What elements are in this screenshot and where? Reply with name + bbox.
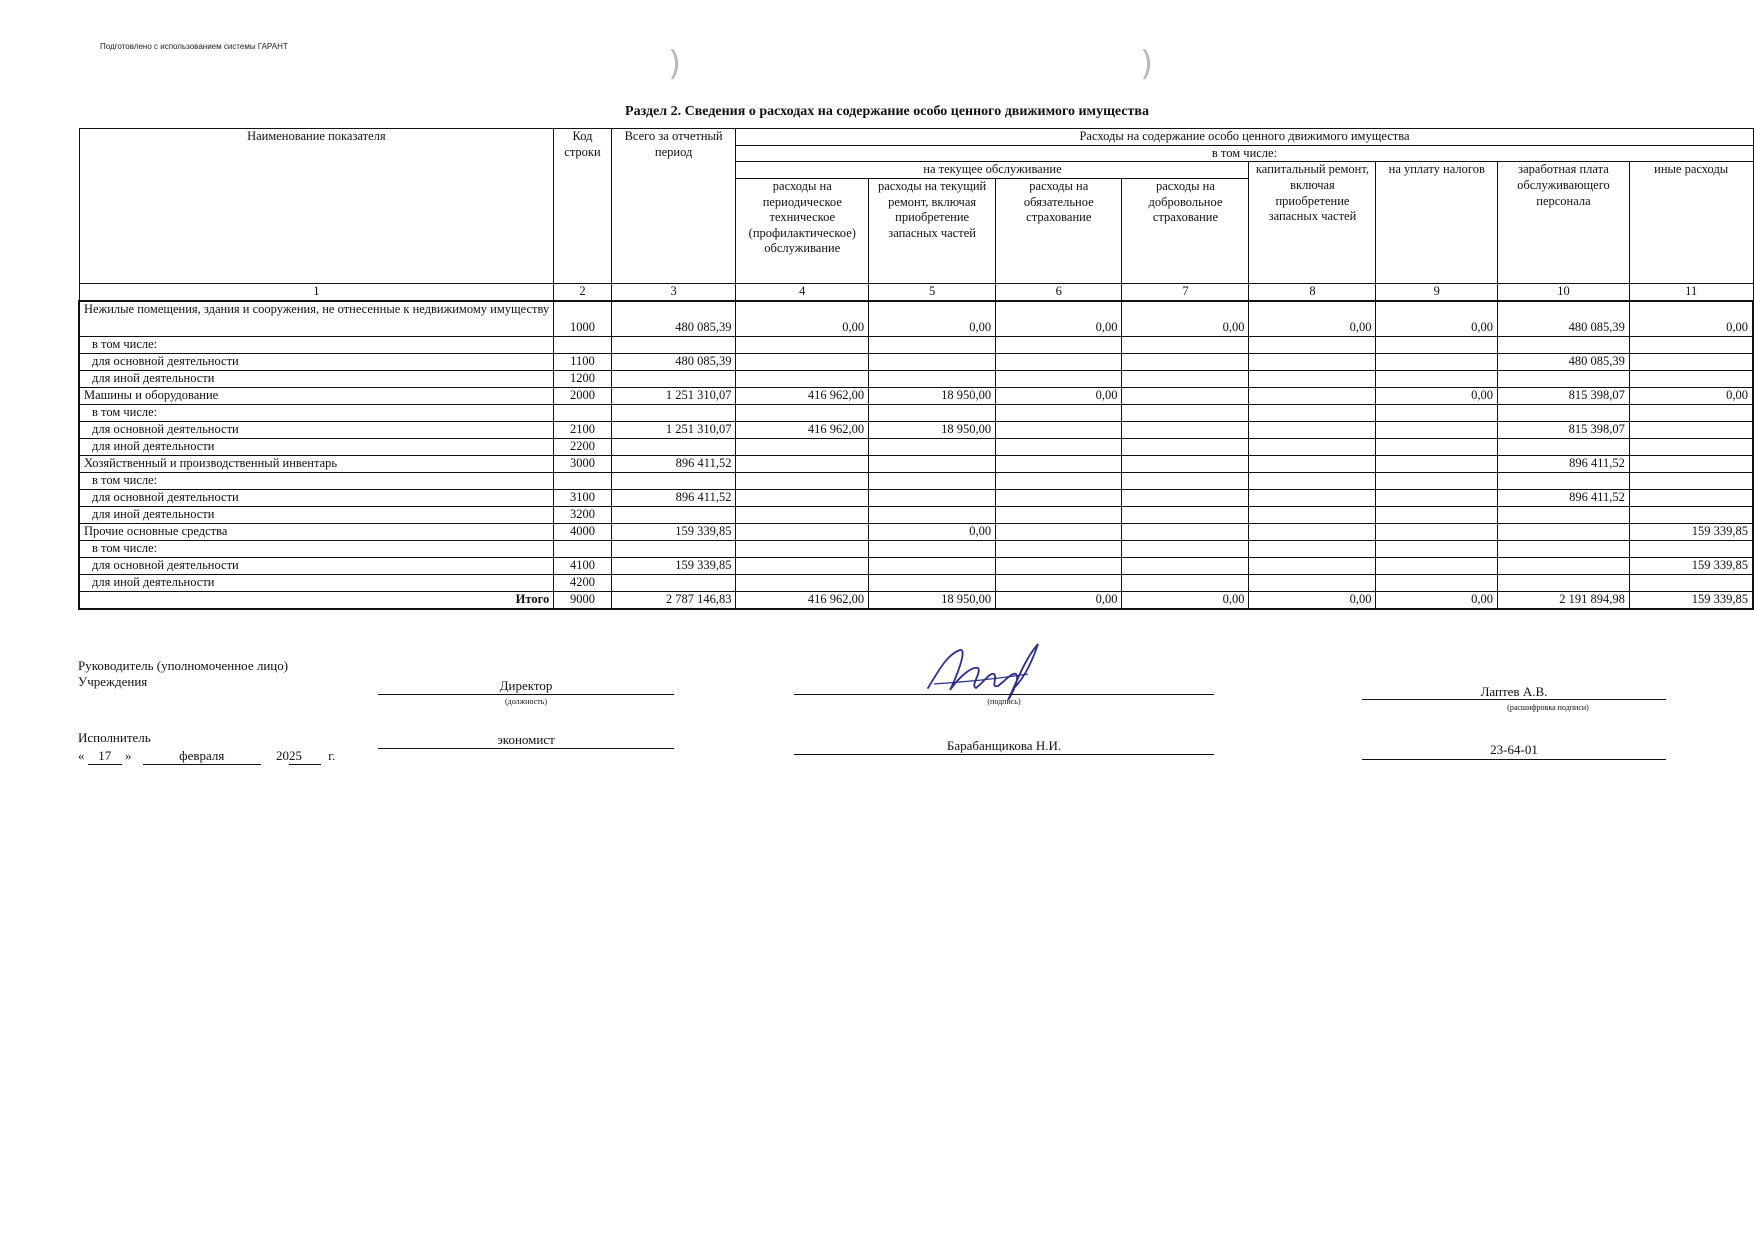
cell-c10 [1498, 336, 1630, 353]
table-row [79, 353, 1753, 370]
cell-c7 [1122, 421, 1249, 438]
cell-c4 [736, 404, 869, 421]
cell-c9 [1376, 353, 1498, 370]
row-code [554, 336, 612, 353]
date-suffix: г. [328, 748, 336, 763]
cell-c3: 1 251 310,07 [611, 421, 736, 438]
total-c7: 0,00 [1122, 591, 1249, 609]
cell-c9 [1376, 438, 1498, 455]
row-code [554, 404, 612, 421]
cell-c7 [1122, 353, 1249, 370]
cell-c3 [611, 506, 736, 523]
cell-c10 [1498, 557, 1630, 574]
table-row [79, 421, 1753, 438]
cell-c10 [1498, 574, 1630, 591]
cell-c5 [869, 404, 996, 421]
cell-c5 [869, 574, 996, 591]
cell-c11 [1629, 472, 1753, 489]
cell-c11: 159 339,85 [1629, 523, 1753, 540]
total-c11: 159 339,85 [1629, 591, 1753, 609]
report-date [78, 748, 335, 765]
cell-c10 [1498, 472, 1630, 489]
cell-c11: 0,00 [1629, 301, 1753, 337]
expenses-table [78, 128, 1754, 610]
cell-c6: 0,00 [996, 301, 1122, 337]
cell-c4 [736, 540, 869, 557]
row-label: в том числе: [79, 404, 554, 421]
executor-position: экономист [497, 732, 555, 747]
row-code [554, 540, 612, 557]
date-year-prefix: 20 [276, 748, 289, 763]
cell-c7 [1122, 455, 1249, 472]
total-c4: 416 962,00 [736, 591, 869, 609]
header-c9: на уплату налогов [1376, 162, 1498, 284]
cell-c3: 896 411,52 [611, 455, 736, 472]
row-code: 4100 [554, 557, 612, 574]
signature-line [794, 694, 1214, 695]
cell-c6 [996, 540, 1122, 557]
cell-c5 [869, 455, 996, 472]
cell-c9 [1376, 574, 1498, 591]
row-label: Хозяйственный и производственный инвентарь [79, 455, 554, 472]
cell-c5 [869, 540, 996, 557]
cell-c8 [1249, 455, 1376, 472]
row-label: Нежилые помещения, здания и сооружения, не отнесенные к недвижимому имуществу [79, 301, 554, 337]
cell-c7 [1122, 523, 1249, 540]
cell-c8 [1249, 472, 1376, 489]
cell-c7 [1122, 557, 1249, 574]
date-month: февраля [143, 748, 261, 765]
row-label: для иной деятельности [79, 506, 554, 523]
cell-c3 [611, 370, 736, 387]
cell-c6 [996, 336, 1122, 353]
executor-name-line [794, 754, 1214, 755]
name-caption: (расшифровка подписи) [1507, 703, 1589, 712]
cell-c6: 0,00 [996, 387, 1122, 404]
cell-c6 [996, 506, 1122, 523]
cell-c9 [1376, 421, 1498, 438]
total-c8: 0,00 [1249, 591, 1376, 609]
cell-c9: 0,00 [1376, 301, 1498, 337]
cell-c11 [1629, 489, 1753, 506]
header-code: Код строки [554, 129, 612, 284]
header-name: Наименование показателя [79, 129, 554, 284]
cell-c4 [736, 438, 869, 455]
table-row [79, 301, 1753, 337]
cell-c8 [1249, 540, 1376, 557]
cell-c4 [736, 370, 869, 387]
cell-c5: 18 950,00 [869, 387, 996, 404]
row-code: 2100 [554, 421, 612, 438]
table-body [79, 301, 1753, 609]
cell-c7: 0,00 [1122, 301, 1249, 337]
cell-c11 [1629, 404, 1753, 421]
row-code: 2000 [554, 387, 612, 404]
row-label: для основной деятельности [79, 353, 554, 370]
row-code: 3100 [554, 489, 612, 506]
column-number: 5 [869, 283, 996, 300]
row-code: 3200 [554, 506, 612, 523]
cell-c6 [996, 404, 1122, 421]
cell-c9 [1376, 336, 1498, 353]
cell-c9 [1376, 489, 1498, 506]
cell-c7 [1122, 370, 1249, 387]
total-c9: 0,00 [1376, 591, 1498, 609]
prepared-note: Подготовлено с использованием системы ГАРАНТ [100, 42, 288, 51]
cell-c9 [1376, 455, 1498, 472]
cell-c5 [869, 336, 996, 353]
cell-c3: 480 085,39 [611, 353, 736, 370]
table-row [79, 370, 1753, 387]
row-label: для основной деятельности [79, 421, 554, 438]
cell-c10 [1498, 404, 1630, 421]
total-row [79, 591, 1753, 609]
cell-c7 [1122, 506, 1249, 523]
position-caption: (должность) [505, 697, 547, 706]
cell-c4: 416 962,00 [736, 387, 869, 404]
cell-c4: 416 962,00 [736, 421, 869, 438]
table-row [79, 506, 1753, 523]
cell-c8 [1249, 574, 1376, 591]
cell-c9 [1376, 472, 1498, 489]
binder-mark-decoration: ) [668, 44, 682, 84]
cell-c7 [1122, 540, 1249, 557]
cell-c6 [996, 472, 1122, 489]
cell-c6 [996, 557, 1122, 574]
row-code: 3000 [554, 455, 612, 472]
row-label: для основной деятельности [79, 489, 554, 506]
cell-c8 [1249, 489, 1376, 506]
header-c4: расходы на периодическое техническое (профилактическое) обслуживание [736, 178, 869, 283]
cell-c3: 159 339,85 [611, 523, 736, 540]
column-number: 6 [996, 283, 1122, 300]
cell-c5: 0,00 [869, 301, 996, 337]
cell-c9 [1376, 506, 1498, 523]
cell-c10: 480 085,39 [1498, 301, 1630, 337]
cell-c6 [996, 438, 1122, 455]
cell-c4: 0,00 [736, 301, 869, 337]
row-code: 4000 [554, 523, 612, 540]
header-including: в том числе: [736, 145, 1753, 162]
column-number: 11 [1629, 283, 1753, 300]
name-line [1362, 699, 1666, 700]
table-row [79, 523, 1753, 540]
cell-c8 [1249, 404, 1376, 421]
header-total: Всего за отчетный период [611, 129, 736, 284]
row-label: для иной деятельности [79, 370, 554, 387]
row-label: в том числе: [79, 336, 554, 353]
column-number: 4 [736, 283, 869, 300]
row-label: для иной деятельности [79, 574, 554, 591]
cell-c11: 0,00 [1629, 387, 1753, 404]
cell-c5 [869, 353, 996, 370]
cell-c11 [1629, 455, 1753, 472]
date-year: 25 [289, 748, 321, 765]
cell-c4 [736, 336, 869, 353]
cell-c11 [1629, 438, 1753, 455]
cell-c11 [1629, 506, 1753, 523]
cell-c7 [1122, 387, 1249, 404]
cell-c7 [1122, 336, 1249, 353]
cell-c8 [1249, 421, 1376, 438]
cell-c8 [1249, 523, 1376, 540]
cell-c6 [996, 574, 1122, 591]
table-row [79, 472, 1753, 489]
header-expenses: Расходы на содержание особо ценного движимого имущества [736, 129, 1753, 146]
cell-c11 [1629, 574, 1753, 591]
total-label: Итого [79, 591, 554, 609]
row-label: Прочие основные средства [79, 523, 554, 540]
cell-c7 [1122, 404, 1249, 421]
cell-c5: 0,00 [869, 523, 996, 540]
row-label: Машины и оборудование [79, 387, 554, 404]
total-c5: 18 950,00 [869, 591, 996, 609]
cell-c3 [611, 574, 736, 591]
cell-c4 [736, 557, 869, 574]
executor-phone-line [1362, 759, 1666, 760]
cell-c11 [1629, 336, 1753, 353]
cell-c9 [1376, 404, 1498, 421]
cell-c9 [1376, 540, 1498, 557]
cell-c9 [1376, 557, 1498, 574]
cell-c10: 815 398,07 [1498, 421, 1630, 438]
cell-c3 [611, 336, 736, 353]
column-number: 10 [1498, 283, 1630, 300]
cell-c11 [1629, 353, 1753, 370]
cell-c10: 480 085,39 [1498, 353, 1630, 370]
header-c7: расходы на добровольное страхование [1122, 178, 1249, 283]
header-c8: капитальный ремонт, включая приобретение запасных частей [1249, 162, 1376, 284]
cell-c5 [869, 489, 996, 506]
table-row [79, 336, 1753, 353]
cell-c5 [869, 557, 996, 574]
cell-c11: 159 339,85 [1629, 557, 1753, 574]
cell-c8 [1249, 353, 1376, 370]
cell-c4 [736, 455, 869, 472]
head-label-2: Учреждения [78, 674, 148, 689]
total-c3: 2 787 146,83 [611, 591, 736, 609]
total-code: 9000 [554, 591, 612, 609]
date-open-quote: « [78, 748, 85, 763]
row-code: 2200 [554, 438, 612, 455]
executor-phone: 23-64-01 [1490, 742, 1538, 757]
cell-c4 [736, 523, 869, 540]
cell-c3 [611, 540, 736, 557]
cell-c5 [869, 472, 996, 489]
table-row [79, 489, 1753, 506]
row-label: для основной деятельности [79, 557, 554, 574]
cell-c11 [1629, 421, 1753, 438]
header-current: на текущее обслуживание [736, 162, 1249, 179]
executor-label: Исполнитель [78, 730, 151, 745]
cell-c6 [996, 421, 1122, 438]
table-row [79, 404, 1753, 421]
cell-c4 [736, 506, 869, 523]
row-label: в том числе: [79, 472, 554, 489]
total-c6: 0,00 [996, 591, 1122, 609]
cell-c10 [1498, 438, 1630, 455]
position-line [378, 694, 674, 695]
column-number-row [79, 283, 1753, 300]
cell-c4 [736, 353, 869, 370]
table-row [79, 574, 1753, 591]
cell-c5 [869, 506, 996, 523]
cell-c10 [1498, 506, 1630, 523]
cell-c10: 815 398,07 [1498, 387, 1630, 404]
cell-c3: 159 339,85 [611, 557, 736, 574]
header-c11: иные расходы [1629, 162, 1753, 284]
row-code: 1100 [554, 353, 612, 370]
cell-c3 [611, 404, 736, 421]
cell-c8: 0,00 [1249, 301, 1376, 337]
table-row [79, 387, 1753, 404]
column-number: 9 [1376, 283, 1498, 300]
row-label: в том числе: [79, 540, 554, 557]
cell-c6 [996, 370, 1122, 387]
cell-c4 [736, 489, 869, 506]
cell-c6 [996, 353, 1122, 370]
table-row [79, 455, 1753, 472]
column-number: 3 [611, 283, 736, 300]
cell-c6 [996, 489, 1122, 506]
head-label-1: Руководитель (уполномоченное лицо) [78, 658, 289, 673]
cell-c6 [996, 455, 1122, 472]
cell-c9 [1376, 370, 1498, 387]
cell-c3 [611, 472, 736, 489]
cell-c3: 896 411,52 [611, 489, 736, 506]
executor-name: Барабанщикова Н.И. [946, 738, 1062, 753]
cell-c8 [1249, 387, 1376, 404]
cell-c5: 18 950,00 [869, 421, 996, 438]
row-code: 4200 [554, 574, 612, 591]
row-code: 1000 [554, 301, 612, 337]
table-row [79, 438, 1753, 455]
head-position: Директор [499, 678, 553, 693]
executor-position-line [378, 748, 674, 749]
binder-mark-decoration: ) [1140, 44, 1154, 84]
table-row [79, 540, 1753, 557]
column-number: 7 [1122, 283, 1249, 300]
cell-c5 [869, 370, 996, 387]
cell-c7 [1122, 489, 1249, 506]
row-label: для иной деятельности [79, 438, 554, 455]
cell-c9: 0,00 [1376, 387, 1498, 404]
column-number: 2 [554, 283, 612, 300]
row-code [554, 472, 612, 489]
cell-c11 [1629, 540, 1753, 557]
total-c10: 2 191 894,98 [1498, 591, 1630, 609]
cell-c8 [1249, 438, 1376, 455]
header-c6: расходы на обязательное страхование [996, 178, 1122, 283]
date-day: 17 [88, 748, 122, 765]
cell-c8 [1249, 370, 1376, 387]
row-code: 1200 [554, 370, 612, 387]
header-c10: заработная плата обслуживающего персонала [1498, 162, 1630, 284]
cell-c10: 896 411,52 [1498, 455, 1630, 472]
cell-c10 [1498, 523, 1630, 540]
section-title: Раздел 2. Сведения о расходах на содержание особо ценного движимого имущества [625, 104, 1149, 119]
header-c5: расходы на текущий ремонт, включая приобретение запасных частей [869, 178, 996, 283]
signature-caption: (подпись) [987, 697, 1021, 706]
cell-c10: 896 411,52 [1498, 489, 1630, 506]
cell-c11 [1629, 370, 1753, 387]
cell-c7 [1122, 472, 1249, 489]
cell-c5 [869, 438, 996, 455]
cell-c9 [1376, 523, 1498, 540]
cell-c7 [1122, 438, 1249, 455]
cell-c3: 1 251 310,07 [611, 387, 736, 404]
cell-c8 [1249, 336, 1376, 353]
cell-c8 [1249, 506, 1376, 523]
column-number: 1 [79, 283, 554, 300]
cell-c4 [736, 472, 869, 489]
cell-c7 [1122, 574, 1249, 591]
cell-c3: 480 085,39 [611, 301, 736, 337]
cell-c3 [611, 438, 736, 455]
column-number: 8 [1249, 283, 1376, 300]
table-row [79, 557, 1753, 574]
cell-c8 [1249, 557, 1376, 574]
cell-c6 [996, 523, 1122, 540]
head-name: Лаптев А.В. [1480, 684, 1548, 699]
cell-c10 [1498, 540, 1630, 557]
date-close-quote: » [125, 748, 132, 763]
cell-c4 [736, 574, 869, 591]
cell-c10 [1498, 370, 1630, 387]
